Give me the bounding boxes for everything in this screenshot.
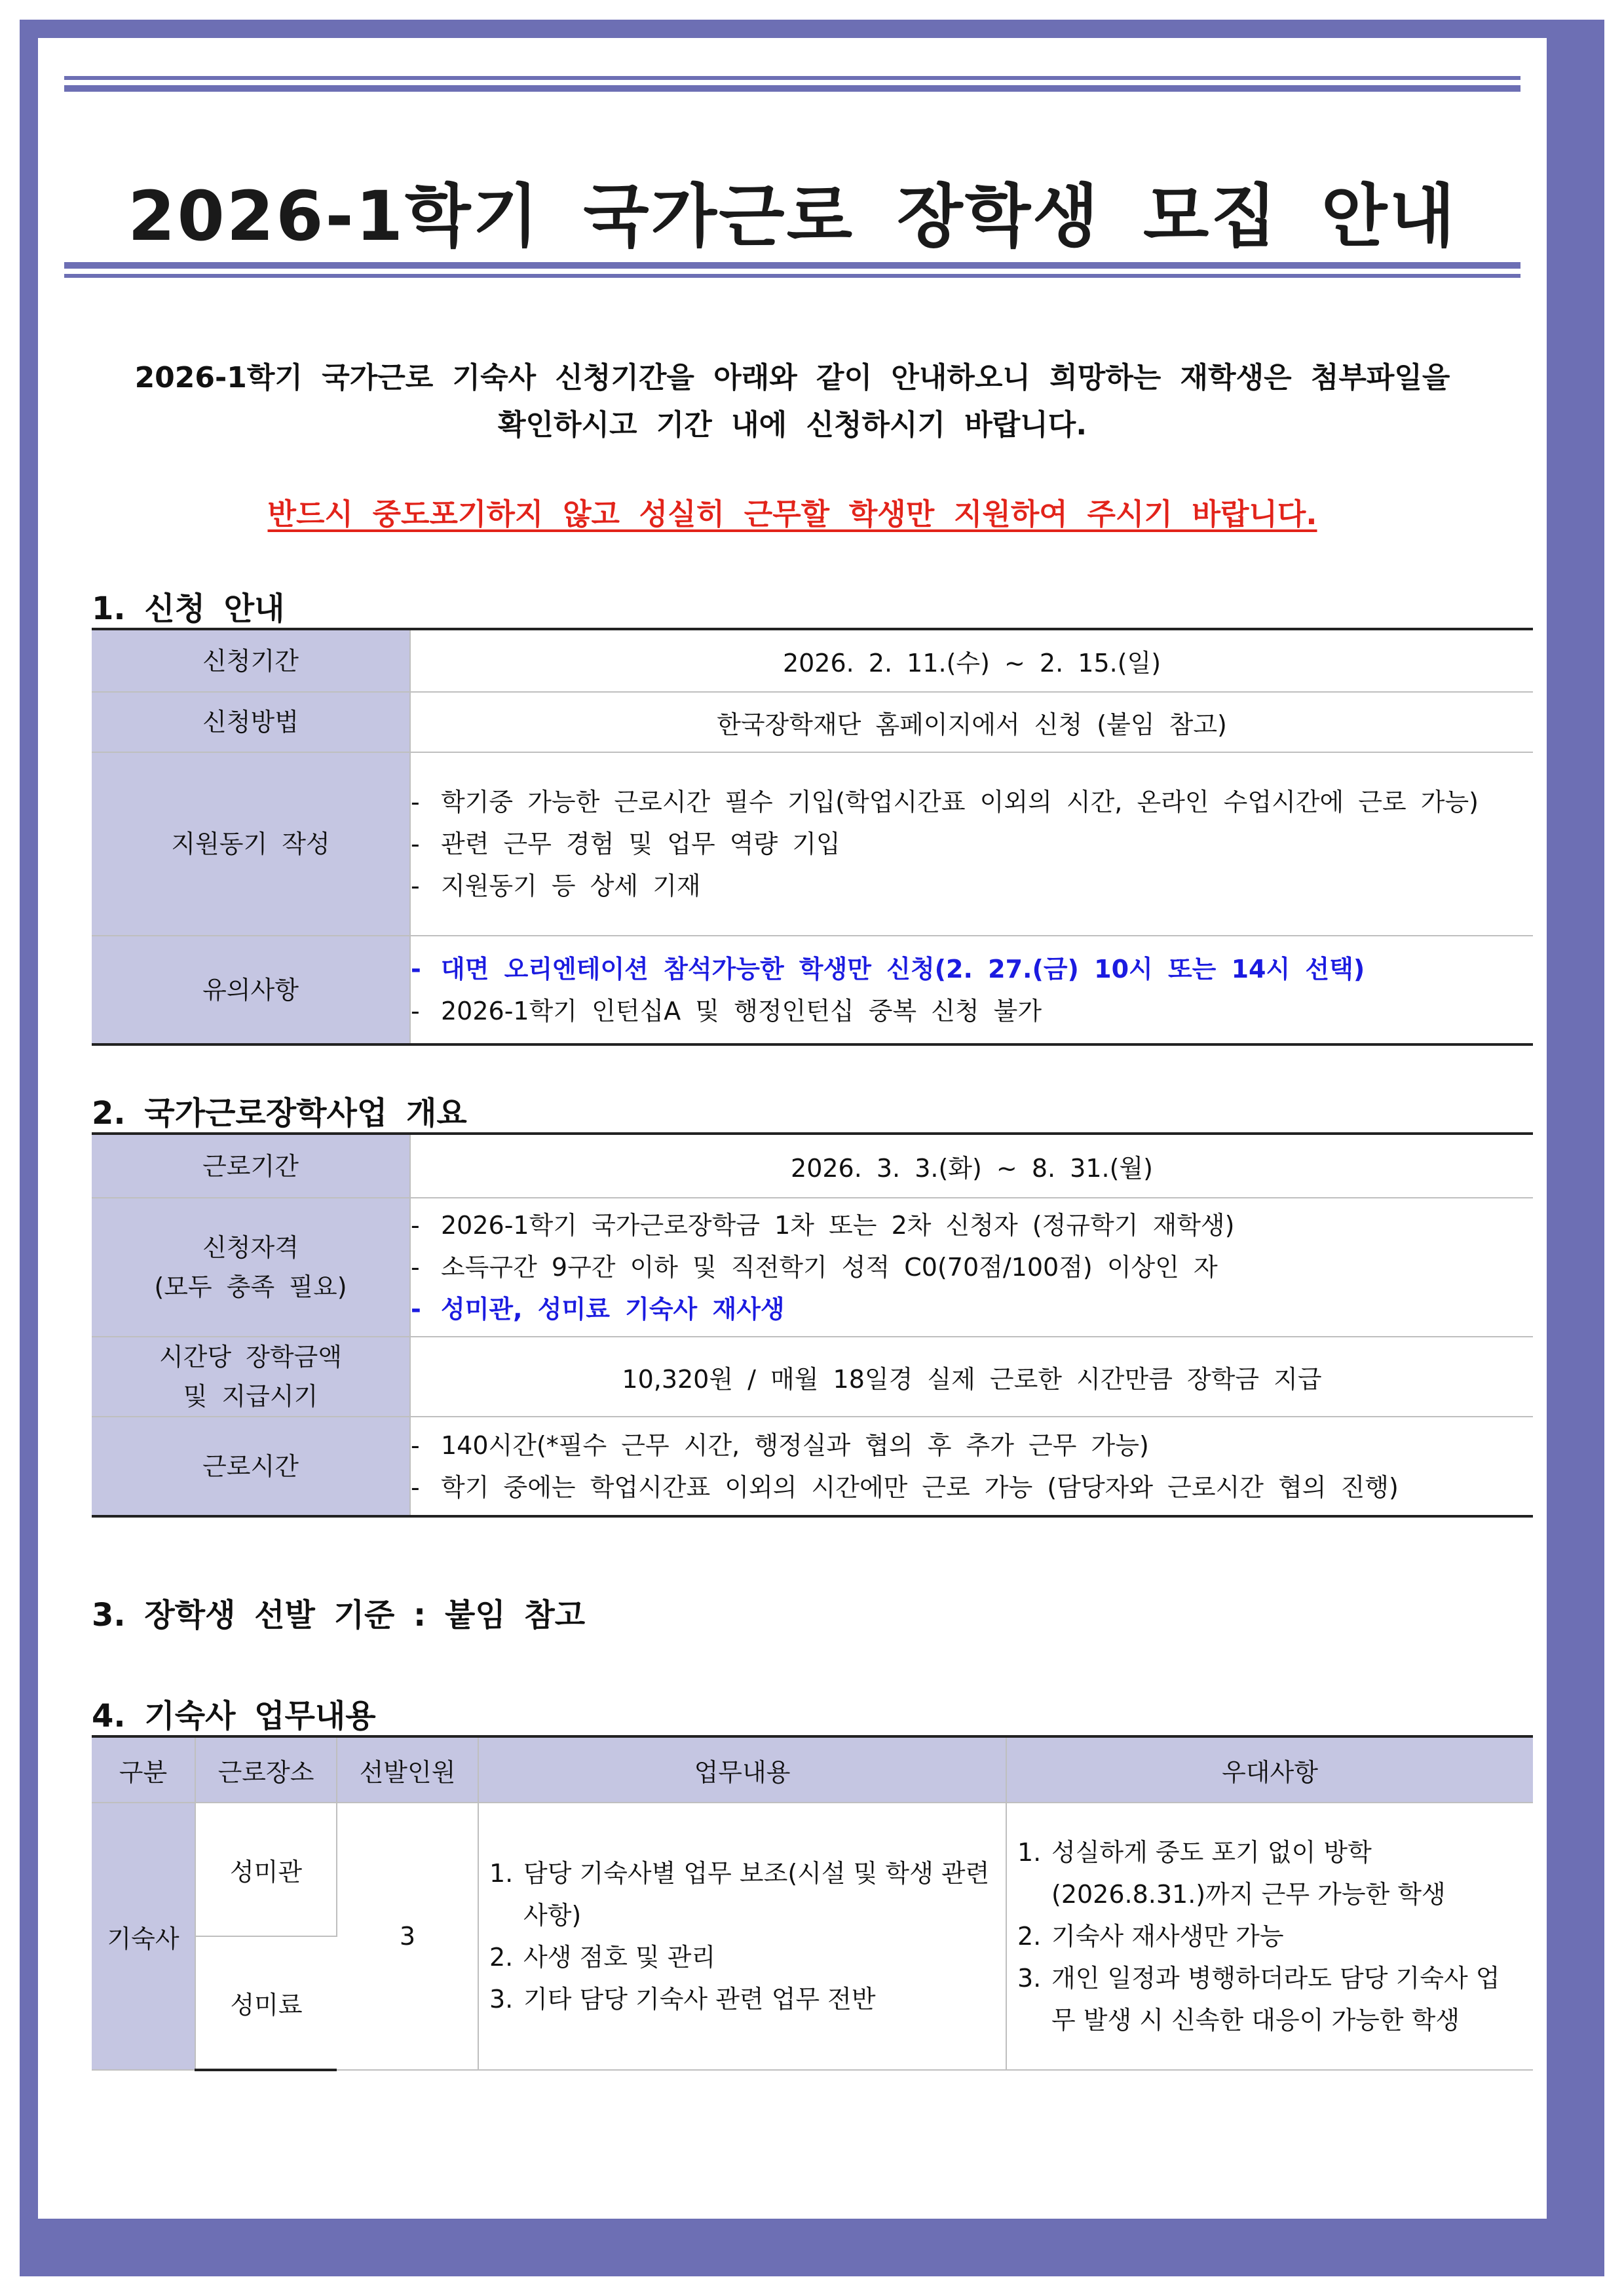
list-item: - 학기 중에는 학업시간표 이외의 시간에만 근로 가능 (담당자와 근로시간 협의 진행) — [411, 1472, 1399, 1502]
dormitory-duty-table — [92, 1735, 1533, 2071]
qualification-list — [410, 1198, 1533, 1337]
method-label: 신청방법 — [92, 692, 410, 752]
col-header-place: 근로장소 — [195, 1736, 337, 1803]
section2-heading: 2. 국가근로장학사업 개요 — [92, 1095, 467, 1132]
table-row — [92, 1337, 1533, 1417]
list-item: 2. 기숙사 재사생만 가능 — [1017, 1922, 1284, 1951]
table-row — [92, 1417, 1533, 1516]
document-page — [38, 38, 1547, 2219]
period-value: 2026. 2. 11.(수) ~ 2. 15.(일) — [410, 629, 1533, 692]
motive-list — [410, 752, 1533, 936]
work-period-label: 근로기간 — [92, 1134, 410, 1198]
qualification-label: 신청자격 (모두 충족 필요) — [92, 1198, 410, 1337]
title-rule-top-1 — [64, 76, 1520, 80]
work-period-value: 2026. 3. 3.(화) ~ 8. 31.(월) — [410, 1134, 1533, 1198]
list-item: 2. 사생 점호 및 관리 — [489, 1943, 716, 1972]
intro-line-1: 2026-1학기 국가근로 기숙사 신청기간을 아래와 같이 안내하오니 희망하는 재학생은 첨부파일을 — [134, 361, 1450, 394]
hours-list — [410, 1417, 1533, 1516]
table-row — [92, 629, 1533, 692]
period-label: 신청기간 — [92, 629, 410, 692]
table-header-row — [92, 1736, 1533, 1803]
overview-table — [92, 1132, 1533, 1518]
table-row — [92, 752, 1533, 936]
notes-label: 유의사항 — [92, 936, 410, 1044]
place-cell: 성미관 — [195, 1803, 337, 1936]
col-header-category: 구분 — [92, 1736, 195, 1803]
list-item: - 성미관, 성미료 기숙사 재사생 — [411, 1295, 785, 1324]
col-header-duties: 업무내용 — [478, 1736, 1006, 1803]
list-item: - 지원동기 등 상세 기재 — [411, 871, 701, 900]
title-rule-top-2 — [64, 85, 1520, 92]
place-cell: 성미료 — [195, 1936, 337, 2070]
table-row — [92, 1134, 1533, 1198]
preferences-cell — [1006, 1803, 1533, 2070]
pay-label: 시간당 장학금액 및 지급시기 — [92, 1337, 410, 1417]
category-cell: 기숙사 — [92, 1803, 195, 2070]
title-rule-bottom-1 — [64, 262, 1520, 269]
page-title: 2026-1학기 국가근로 장학생 모집 안내 — [128, 176, 1457, 256]
duties-cell — [478, 1803, 1006, 2070]
list-item: 1. 성실하게 중도 포기 없이 방학(2026.8.31.)까지 근무 가능한 학생 — [1017, 1838, 1446, 1909]
count-cell: 3 — [337, 1803, 478, 2070]
application-table — [92, 628, 1533, 1046]
intro-line-2: 확인하시고 기간 내에 신청하시기 바랍니다. — [497, 408, 1087, 442]
table-row — [92, 936, 1533, 1044]
pay-value: 10,320원 / 매월 18일경 실제 근로한 시간만큼 장학금 지급 — [410, 1337, 1533, 1417]
col-header-preferences: 우대사항 — [1006, 1736, 1533, 1803]
section1-heading: 1. 신청 안내 — [92, 590, 285, 627]
list-item: - 학기중 가능한 근로시간 필수 기입(학업시간표 이외의 시간, 온라인 수업시간에 근로 가능) — [411, 788, 1479, 816]
table-row — [92, 692, 1533, 752]
section4-heading: 4. 기숙사 업무내용 — [92, 1698, 376, 1734]
list-item: - 2026-1학기 국가근로장학금 1차 또는 2차 신청자 (정규학기 재학생) — [411, 1211, 1235, 1240]
notes-list — [410, 936, 1533, 1044]
table-row — [92, 1198, 1533, 1337]
list-item: - 2026-1학기 인턴십A 및 행정인턴십 중복 신청 불가 — [411, 996, 1042, 1025]
title-rule-bottom-2 — [64, 274, 1520, 278]
hours-label: 근로시간 — [92, 1417, 410, 1516]
warning-notice: 반드시 중도포기하지 않고 성실히 근무할 학생만 지원하여 주시기 바랍니다. — [267, 497, 1317, 531]
list-item: 3. 개인 일정과 병행하더라도 담당 기숙사 업무 발생 시 신속한 대응이 가능한 학생 — [1017, 1964, 1500, 2035]
list-item: 3. 기타 담당 기숙사 관련 업무 전반 — [489, 1985, 876, 2014]
list-item: - 관련 근무 경험 및 업무 역량 기입 — [411, 830, 840, 858]
section3-heading: 3. 장학생 선발 기준 : 붙임 참고 — [92, 1597, 586, 1634]
method-value: 한국장학재단 홈페이지에서 신청 (붙임 참고) — [410, 692, 1533, 752]
col-header-count: 선발인원 — [337, 1736, 478, 1803]
list-item: - 소득구간 9구간 이하 및 직전학기 성적 C0(70점/100점) 이상인 자 — [411, 1253, 1218, 1282]
list-item: - 대면 오리엔테이션 참석가능한 학생만 신청(2. 27.(금) 10시 또는 14시 선택) — [411, 954, 1365, 984]
table-row — [92, 1803, 1533, 1936]
list-item: - 140시간(*필수 근무 시간, 행정실과 협의 후 추가 근무 가능) — [411, 1430, 1149, 1460]
motive-label: 지원동기 작성 — [92, 752, 410, 936]
list-item: 1. 담당 기숙사별 업무 보조(시설 및 학생 관련 사항) — [489, 1859, 990, 1930]
